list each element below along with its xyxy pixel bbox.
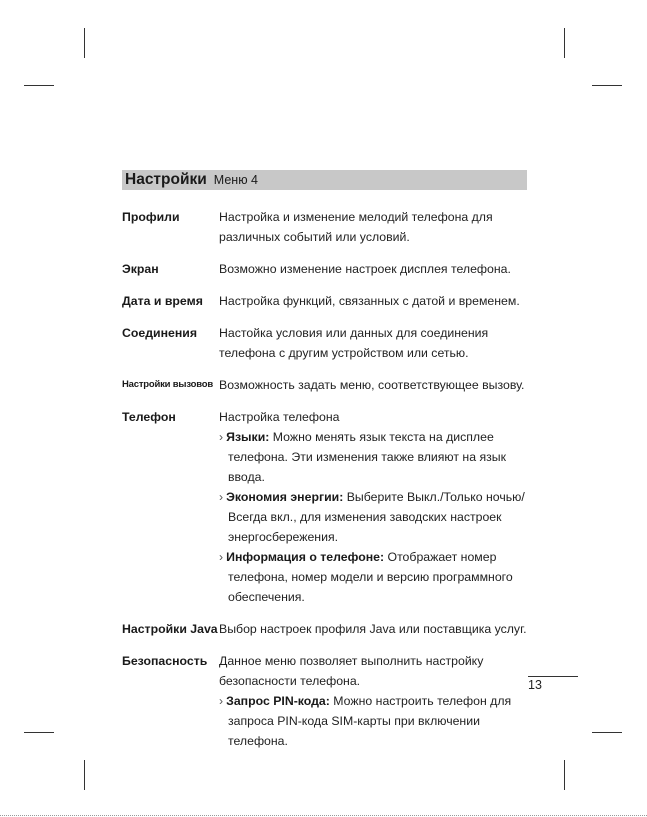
entry-description: Настройка функций, связанных с датой и временем. bbox=[219, 294, 520, 308]
page-number: 13 bbox=[528, 678, 542, 692]
section-title: Настройки bbox=[125, 171, 207, 188]
entry-description: Возможно изменение настроек дисплея телефона. bbox=[219, 262, 511, 276]
sub-item-phone-info bbox=[219, 547, 542, 607]
entry-term: Настройки Java bbox=[122, 622, 218, 636]
page-number-rule bbox=[528, 676, 578, 677]
entry-term: Телефон bbox=[122, 410, 176, 424]
crop-mark bbox=[84, 28, 85, 58]
sub-item-text: Выберите Выкл./Только ночью/ Всегда вкл., для изменения заводских настроек энергосбережения. bbox=[228, 490, 525, 544]
entry-term: Профили bbox=[122, 210, 180, 224]
chevron-right-icon: › bbox=[219, 430, 224, 444]
crop-mark bbox=[564, 760, 565, 790]
entry-description: Данное меню позволяет выполнить настройку безопасности телефона. › Запрос PIN-кода: Можно настроить телефон для запроса PIN-кода SIM-карты при включении телефона. bbox=[219, 651, 542, 751]
sub-item-label: Информация о телефоне: bbox=[226, 550, 385, 564]
entry-term: Настройки вызовов bbox=[122, 379, 213, 390]
sub-item-label: Экономия энергии: bbox=[226, 490, 344, 504]
entry-term: Соединения bbox=[122, 326, 198, 340]
crop-mark bbox=[592, 85, 622, 86]
entry-description: Выбор настроек профиля Java или поставщика услуг. bbox=[219, 622, 527, 636]
entry-term: Дата и время bbox=[122, 294, 203, 308]
sub-item-label: Запрос PIN-кода: bbox=[226, 694, 330, 708]
entry-description: Настройка и изменение мелодий телефона для различных событий или условий. bbox=[219, 210, 493, 244]
entry-phone bbox=[122, 407, 542, 607]
crop-mark bbox=[564, 28, 565, 58]
crop-mark bbox=[592, 732, 622, 733]
entry-connections bbox=[122, 323, 542, 363]
sub-item-text: Отображает номер телефона, номер модели и версию программного обеспечения. bbox=[228, 550, 513, 604]
entry-display bbox=[122, 259, 542, 279]
sub-item-pin-request bbox=[219, 691, 542, 751]
sub-item-label: Языки: bbox=[226, 430, 270, 444]
entry-java-settings bbox=[122, 619, 542, 639]
chevron-right-icon: › bbox=[219, 550, 224, 564]
section-header bbox=[122, 170, 527, 190]
crop-mark bbox=[24, 732, 54, 733]
entry-date-time bbox=[122, 291, 542, 311]
sub-item-text: Можно настроить телефон для запроса PIN-кода SIM-карты при включении телефона. bbox=[228, 694, 512, 748]
crop-mark bbox=[24, 85, 54, 86]
entry-profiles bbox=[122, 207, 542, 247]
crop-mark bbox=[84, 760, 85, 790]
entry-description: Настройка телефона › Языки: Можно менять язык текста на дисплее телефона. Эти изменения также влияют на язык ввода. › Экономия энергии: Выберите Выкл./Только ночью/ Всегда вкл., для изменения заводских настроек энергосбережения. › Информация о телефоне: Отображает номер телефона, номер модели и версию программного обеспечения. bbox=[219, 407, 542, 607]
entry-term: Безопасность bbox=[122, 654, 208, 668]
sub-item-text: Можно менять язык текста на дисплее телефона. Эти изменения также влияют на язык ввода. bbox=[228, 430, 506, 484]
sub-item-languages bbox=[219, 427, 542, 487]
entry-term: Экран bbox=[122, 262, 159, 276]
entry-call-settings bbox=[122, 375, 542, 395]
chevron-right-icon: › bbox=[219, 490, 224, 504]
entry-security bbox=[122, 651, 542, 751]
entry-description: Настойка условия или данных для соединения телефона с другим устройством или сетью. bbox=[219, 326, 489, 360]
chevron-right-icon: › bbox=[219, 694, 224, 708]
trim-line bbox=[0, 815, 647, 816]
menu-number: Меню 4 bbox=[213, 173, 258, 187]
sub-item-power-saving bbox=[219, 487, 542, 547]
settings-list bbox=[122, 207, 542, 751]
entry-description: Возможность задать меню, соответствующее вызову. bbox=[219, 378, 525, 392]
